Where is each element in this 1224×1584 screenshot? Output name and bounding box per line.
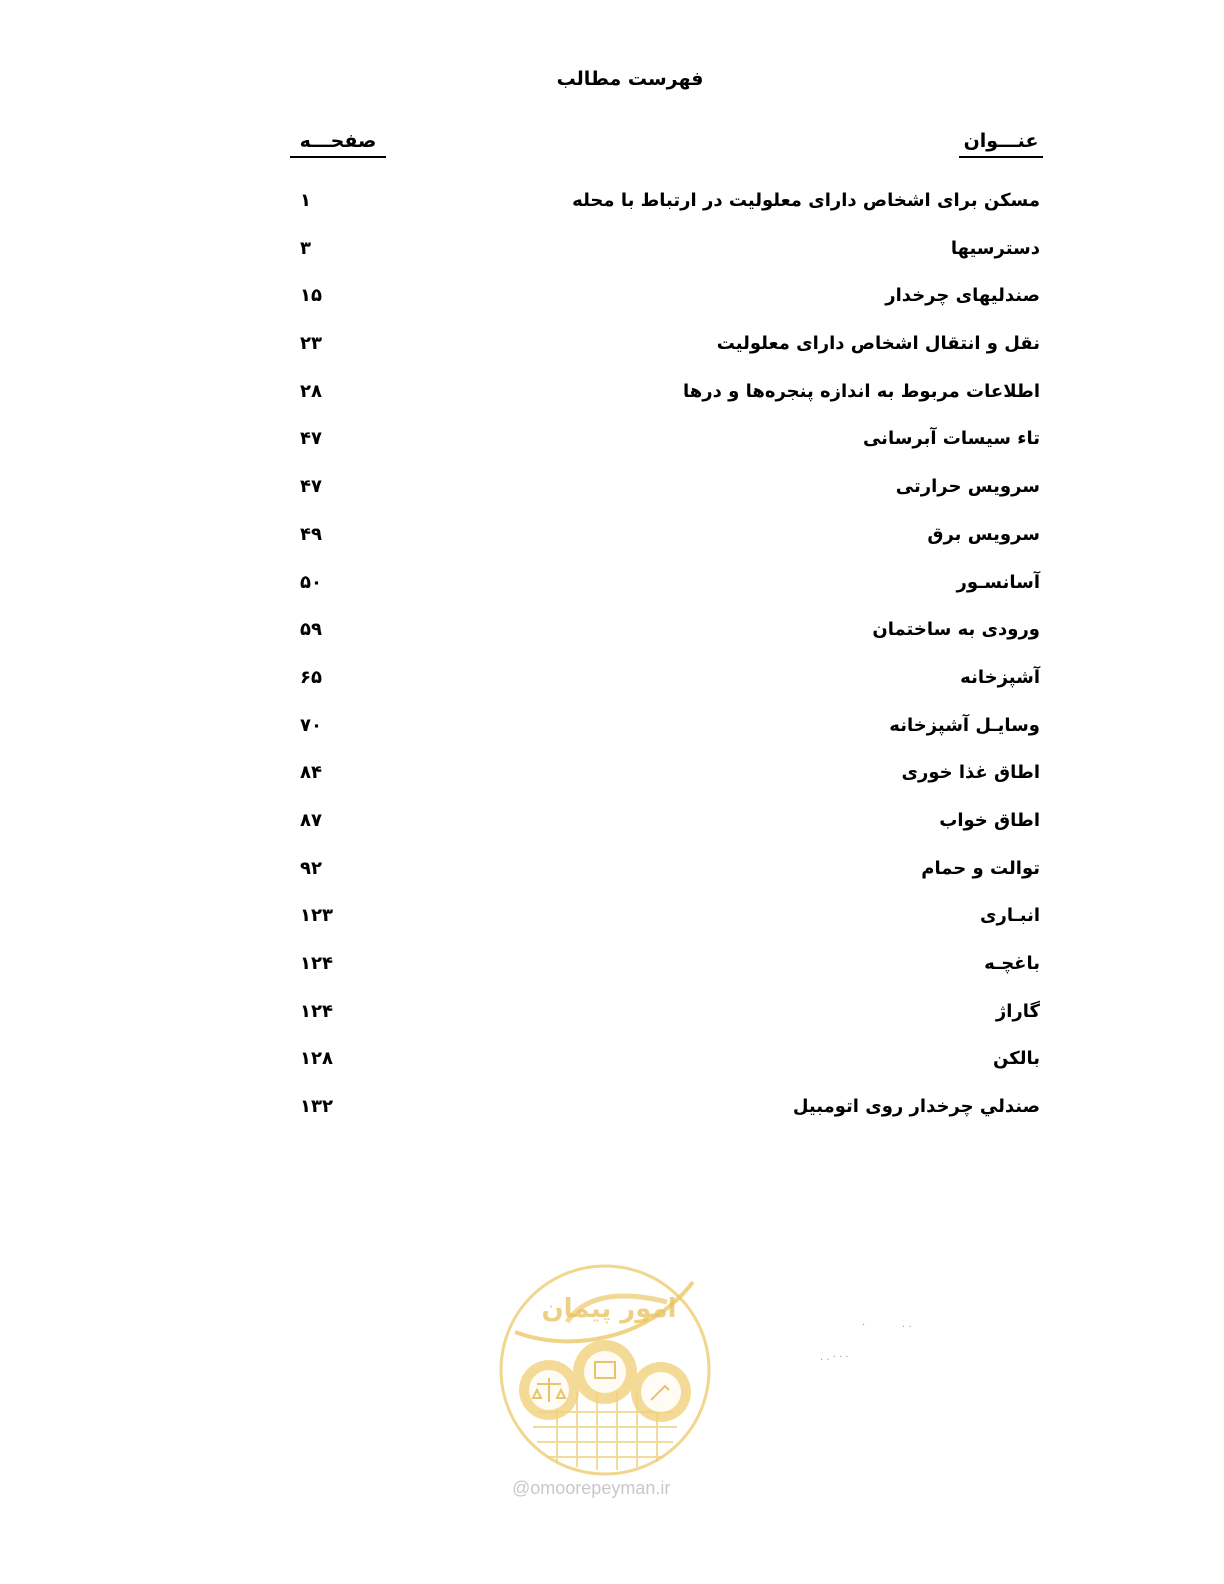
scan-speck: . . · · ·: [820, 1352, 849, 1363]
toc-row: [0, 991, 1224, 1039]
toc-entry-title: وسایـل آشپزخانه: [889, 714, 1040, 736]
toc-entry-page: ۸۷: [300, 809, 322, 831]
toc-entry-page: ۱: [300, 190, 311, 211]
scan-speck: · ·: [902, 1322, 912, 1333]
toc-row: [0, 180, 1224, 228]
watermark-logo-text: امور پیمان: [541, 1294, 677, 1324]
toc-row: [0, 514, 1224, 562]
scan-speck: ·: [862, 1320, 866, 1331]
toc-entry-title: دسترسیها: [950, 237, 1040, 259]
toc-entry-page: ۱۲۸: [300, 1048, 333, 1070]
toc-entry-page: ۱۵: [300, 285, 322, 307]
toc-row: [0, 705, 1224, 753]
toc-entry-title: اطاق خواب: [939, 809, 1040, 831]
toc-entry-page: ۱۲۴: [300, 953, 333, 974]
toc-entry-title: اطلاعات مربوط به اندازه پنجره‌ها و درها: [683, 380, 1040, 402]
toc-entry-title: آشپزخانه: [960, 666, 1040, 688]
toc-entry-page: ۲۳: [300, 333, 322, 355]
toc-entry-page: ۲۸: [300, 380, 322, 402]
toc-row: [0, 800, 1224, 848]
watermark-url: @omoorepeyman.ir: [512, 1478, 671, 1498]
toc-row: [0, 1038, 1224, 1086]
toc-entry-page: ۳: [300, 237, 311, 259]
toc-row: [0, 228, 1224, 276]
toc-entry-title: ورودی به ساختمان: [872, 619, 1040, 641]
toc-row: [0, 895, 1224, 943]
toc-row: [0, 752, 1224, 800]
toc-entry-title: تاء سیسات آبرسانی: [862, 428, 1040, 450]
toc-row: [0, 609, 1224, 657]
toc-row: [0, 562, 1224, 610]
toc-entry-title: صندلي چرخدار روی اتومبیل: [792, 1096, 1040, 1118]
toc-row: [0, 657, 1224, 705]
toc-entry-title: گاراژ: [995, 1000, 1040, 1022]
toc-entry-title: آسانسـور: [956, 571, 1040, 593]
toc-entry-page: ۵۹: [300, 619, 322, 641]
toc-entry-title: سرویس حرارتی: [895, 476, 1040, 498]
toc-row: [0, 943, 1224, 991]
toc-entry-page: ۱۳۲: [300, 1096, 333, 1118]
toc-entry-page: ۱۲۴: [300, 1000, 333, 1022]
toc-row: [0, 371, 1224, 419]
toc-entry-page: ۷۰: [300, 714, 322, 736]
toc-entry-title: صندلیهای چرخدار: [885, 285, 1040, 307]
toc-entry-page: ۶۵: [300, 666, 322, 688]
toc-row: [0, 1086, 1224, 1134]
toc-entry-page: ۸۴: [300, 762, 322, 784]
toc-entry-title: باغچـه: [984, 953, 1040, 974]
toc-entry-page: ۴۷: [300, 428, 322, 450]
toc-row: [0, 848, 1224, 896]
toc-row: [0, 275, 1224, 323]
watermark-logo: [497, 1262, 713, 1478]
toc-entry-page: ۵۰: [300, 571, 322, 593]
toc-entry-page: ۱۲۳: [300, 905, 333, 927]
toc-entry-page: ۹۲: [300, 857, 322, 879]
toc-entry-title: بالکن: [993, 1048, 1040, 1070]
toc-row: [0, 418, 1224, 466]
toc-row: [0, 466, 1224, 514]
toc-entry-title: نقل و انتقال اشخاص دارای معلولیت: [716, 333, 1040, 355]
toc-entry-title: اطاق غذا خوری: [901, 762, 1040, 784]
toc-row: [0, 323, 1224, 371]
column-header-title: عنـــوان: [959, 130, 1043, 158]
toc-entry-page: ۴۷: [300, 476, 322, 498]
toc-entry-page: ۴۹: [300, 523, 322, 545]
page-title: فهرست مطالب: [556, 68, 704, 90]
table-of-contents: [0, 180, 1224, 1134]
toc-entry-title: مسکن برای اشخاص دارای معلولیت در ارتباط با محله: [572, 190, 1040, 211]
column-header-page: صفحـــه: [290, 130, 386, 158]
toc-entry-title: توالت و حمام: [921, 857, 1040, 879]
toc-entry-title: سرویس برق: [927, 523, 1040, 545]
toc-entry-title: انبـاری: [979, 905, 1040, 927]
